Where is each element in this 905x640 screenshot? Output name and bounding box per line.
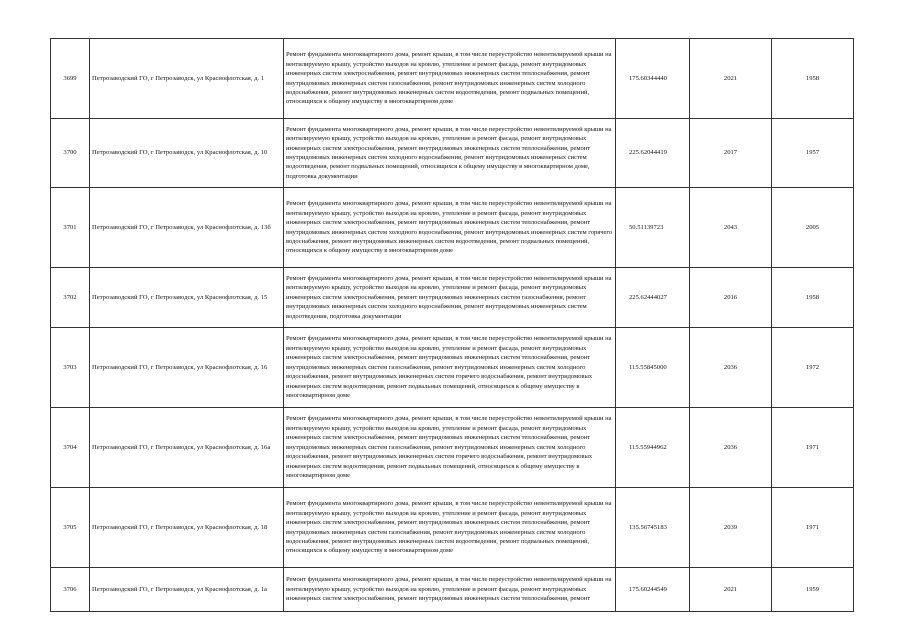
row-number: 3706 (51, 568, 90, 612)
row-build-year: 1971 (772, 488, 854, 568)
row-build-year: 1959 (772, 568, 854, 612)
row-address: Петрозаводский ГО, г Петрозаводск, ул Краснофлотская, д. 1а (90, 568, 284, 612)
row-address: Петрозаводский ГО, г Петрозаводск, ул Краснофлотская, д. 16а (90, 408, 284, 488)
row-build-year: 1972 (772, 328, 854, 408)
table-row (51, 408, 854, 488)
row-plan-year: 2036 (690, 328, 772, 408)
table-row (51, 119, 854, 188)
row-plan-year: 2039 (690, 488, 772, 568)
row-plan-year: 2021 (690, 39, 772, 119)
row-address: Петрозаводский ГО, г Петрозаводск, ул Краснофлотская, д. 13б (90, 188, 284, 268)
row-build-year: 1958 (772, 268, 854, 328)
row-address: Петрозаводский ГО, г Петрозаводск, ул Краснофлотская, д. 1 (90, 39, 284, 119)
row-cost: 175.60244549 (616, 568, 690, 612)
capital-repair-table (50, 38, 854, 612)
row-works: Ремонт фундамента многоквартирного дома, ремонт крыши, в том числе переустройство невентилируемой крыши на вентилируемую крышу, устройство выходов на кровлю, утепление и ремонт фасада, ремонт внутридомовых инженерных систем электроснабжения, ремонт внутридомовых инженерных систем теплоснабжения, ремонт внутридомовых инженерных систем газоснабжения, ремонт внутридомовых инженерных систем холодного водоснабжения, ремонт внутридомовых инженерных систем водоотведения, ремонт подвальных помещений, относящихся к общему имуществу в многоквартирном доме (284, 488, 616, 568)
row-plan-year: 2017 (690, 119, 772, 188)
row-works: Ремонт фундамента многоквартирного дома, ремонт крыши, в том числе переустройство невентилируемой крыши на вентилируемую крышу, устройство выходов на кровлю, утепление и ремонт фасада, ремонт внутридомовых инженерных систем электроснабжения, ремонт внутридомовых инженерных систем теплоснабжения, ремонт внутридомовых инженерных систем холодного водоснабжения, ремонт внутридомовых инженерных систем горячего водоснабжения, ремонт внутридомовых инженерных систем водоотведения, ремонт подвальных помещений, относящихся к общему имуществу в многоквартирном доме (284, 188, 616, 268)
row-build-year: 1971 (772, 408, 854, 488)
row-number: 3704 (51, 408, 90, 488)
row-build-year: 2005 (772, 188, 854, 268)
row-cost: 225.62444027 (616, 268, 690, 328)
row-plan-year: 2043 (690, 188, 772, 268)
row-cost: 135.56745183 (616, 488, 690, 568)
row-address: Петрозаводский ГО, г Петрозаводск, ул Краснофлотская, д. 10 (90, 119, 284, 188)
row-cost: 225.62044419 (616, 119, 690, 188)
row-plan-year: 2036 (690, 408, 772, 488)
table-row (51, 188, 854, 268)
row-works: Ремонт фундамента многоквартирного дома, ремонт крыши, в том числе переустройство невентилируемой крыши на вентилируемую крышу, устройство выходов на кровлю, утепление и ремонт фасада, ремонт внутридомовых инженерных систем электроснабжения, ремонт внутридомовых инженерных систем газоснабжения, ремонт внутридомовых инженерных систем холодного водоснабжения, ремонт внутридомовых инженерных систем водоотведения, подготовка документации (284, 268, 616, 328)
row-number: 3701 (51, 188, 90, 268)
row-number: 3702 (51, 268, 90, 328)
row-address: Петрозаводский ГО, г Петрозаводск, ул Краснофлотская, д. 15 (90, 268, 284, 328)
row-cost: 175.60344440 (616, 39, 690, 119)
row-cost: 115.55845000 (616, 328, 690, 408)
row-works: Ремонт фундамента многоквартирного дома, ремонт крыши, в том числе переустройство невентилируемой крыши на вентилируемую крышу, устройство выходов на кровлю, утепление и ремонт фасада, ремонт внутридомовых инженерных систем электроснабжения, ремонт внутридомовых инженерных систем теплоснабжения, ремонт внутридомовых инженерных систем газоснабжения, ремонт внутридомовых инженерных систем холодного водоснабжения, ремонт внутридомовых инженерных систем горячего водоснабжения, ремонт внутридомовых инженерных систем водоотведения, ремонт подвальных помещений, относящихся к общему имуществу в многоквартирном доме (284, 328, 616, 408)
table-row (51, 268, 854, 328)
row-works: Ремонт фундамента многоквартирного дома, ремонт крыши, в том числе переустройство невентилируемой крыши на вентилируемую крышу, устройство выходов на кровлю, утепление и ремонт фасада, ремонт внутридомовых инженерных систем электроснабжения, ремонт внутридомовых инженерных систем теплоснабжения, ремонт внутридомовых инженерных систем газоснабжения, ремонт внутридомовых инженерных систем холодного водоснабжения, ремонт внутридомовых инженерных систем водоотведения, ремонт подвальных помещений, относящихся к общему имуществу в многоквартирном доме (284, 39, 616, 119)
table-row (51, 328, 854, 408)
row-works: Ремонт фундамента многоквартирного дома, ремонт крыши, в том числе переустройство невентилируемой крыши на вентилируемую крышу, устройство выходов на кровлю, утепление и ремонт фасада, ремонт внутридомовых инженерных систем электроснабжения, ремонт внутридомовых инженерных систем теплоснабжения, ремонт внутридомовых инженерных систем холодного водоснабжения, ремонт внутридомовых инженерных систем водоотведения, ремонт подвальных помещений, относящихся к общему имуществу в многоквартирном доме, подготовка документации (284, 119, 616, 188)
row-works: Ремонт фундамента многоквартирного дома, ремонт крыши, в том числе переустройство невентилируемой крыши на вентилируемую крышу, устройство выходов на кровлю, утепление и ремонт фасада, ремонт внутридомовых инженерных систем электроснабжения, ремонт внутридомовых инженерных систем теплоснабжения, ремонт (284, 568, 616, 612)
row-plan-year: 2016 (690, 268, 772, 328)
row-number: 3703 (51, 328, 90, 408)
row-works: Ремонт фундамента многоквартирного дома, ремонт крыши, в том числе переустройство невентилируемой крыши на вентилируемую крышу, устройство выходов на кровлю, утепление и ремонт фасада, ремонт внутридомовых инженерных систем электроснабжения, ремонт внутридомовых инженерных систем теплоснабжения, ремонт внутридомовых инженерных систем газоснабжения, ремонт внутридомовых инженерных систем холодного водоснабжения, ремонт внутридомовых инженерных систем горячего водоснабжения, ремонт внутридомовых инженерных систем водоотведения, ремонт подвальных помещений, относящихся к общему имуществу в многоквартирном доме (284, 408, 616, 488)
row-plan-year: 2021 (690, 568, 772, 612)
row-build-year: 1958 (772, 39, 854, 119)
row-number: 3700 (51, 119, 90, 188)
row-build-year: 1957 (772, 119, 854, 188)
row-number: 3699 (51, 39, 90, 119)
row-number: 3705 (51, 488, 90, 568)
row-address: Петрозаводский ГО, г Петрозаводск, ул Краснофлотская, д. 18 (90, 488, 284, 568)
row-cost: 50.51139723 (616, 188, 690, 268)
row-cost: 115.55944962 (616, 408, 690, 488)
table-row (51, 488, 854, 568)
table-row (51, 39, 854, 119)
table-row (51, 568, 854, 612)
row-address: Петрозаводский ГО, г Петрозаводск, ул Краснофлотская, д. 16 (90, 328, 284, 408)
